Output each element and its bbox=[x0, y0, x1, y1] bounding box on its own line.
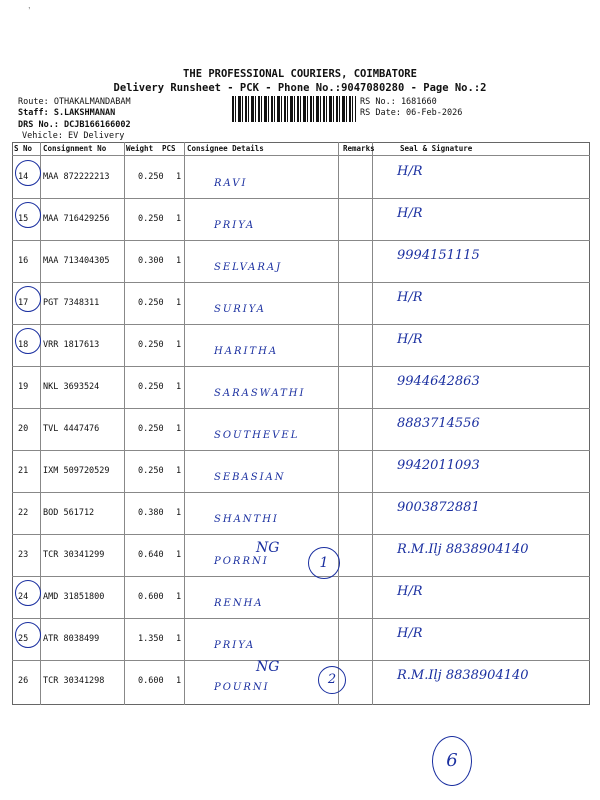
row-sno: 22 bbox=[18, 508, 29, 518]
row-divider bbox=[12, 366, 590, 367]
consignee-handwritten-name: POURNI bbox=[214, 682, 270, 693]
row-weight: 0.600 bbox=[138, 676, 164, 686]
row-consignment-no: TCR 30341298 bbox=[43, 676, 105, 686]
col-header-consignee: Consignee Details bbox=[187, 144, 264, 153]
circled-number-two: 2 bbox=[318, 666, 346, 694]
row-consignment-no: PGT 7348311 bbox=[43, 298, 100, 308]
consignee-handwritten-name: SHANTHI bbox=[214, 514, 279, 525]
handwritten-signature: H/R bbox=[397, 290, 423, 305]
handwritten-signature: H/R bbox=[397, 626, 423, 641]
row-weight: 0.250 bbox=[138, 340, 164, 350]
row-divider bbox=[12, 282, 590, 283]
vehicle-label: Vehicle: EV Delivery bbox=[22, 131, 125, 141]
row-sno: 17 bbox=[18, 298, 29, 308]
sno-circle-mark bbox=[15, 580, 41, 606]
handwritten-signature: H/R bbox=[397, 164, 423, 179]
row-sno: 18 bbox=[18, 340, 29, 350]
row-sno: 15 bbox=[18, 214, 29, 224]
consignee-handwritten-name: PRIYA bbox=[214, 640, 256, 651]
rs-date: RS Date: 06-Feb-2026 bbox=[360, 108, 463, 118]
row-consignment-no: ATR 8038499 bbox=[43, 634, 100, 644]
row-pcs: 1 bbox=[176, 298, 182, 308]
col-header-consignment: Consignment No bbox=[43, 144, 107, 153]
handwritten-signature: H/R bbox=[397, 584, 423, 599]
col-header-weight: Weight bbox=[126, 144, 154, 153]
consignee-handwritten-name: SELVARAJ bbox=[214, 262, 283, 273]
drs-label: DRS No.: DCJB166166002 bbox=[18, 120, 131, 130]
table-row bbox=[12, 450, 590, 491]
table-row bbox=[12, 156, 590, 197]
table-row bbox=[12, 660, 590, 701]
handwritten-signature: 9994151115 bbox=[397, 248, 480, 263]
row-pcs: 1 bbox=[176, 172, 182, 182]
consignee-handwritten-name: SURIYA bbox=[214, 304, 266, 315]
row-consignment-no: NKL 3693524 bbox=[43, 382, 100, 392]
consignee-handwritten-name: SARASWATHI bbox=[214, 388, 306, 399]
sno-circle-mark bbox=[15, 202, 41, 228]
row-divider bbox=[12, 618, 590, 619]
handwritten-signature: 9944642863 bbox=[397, 374, 480, 389]
circled-number-one: 1 bbox=[308, 547, 340, 579]
col-header-signature: Seal & Signature bbox=[400, 144, 473, 153]
col-header-sno: S No bbox=[14, 144, 33, 153]
sno-circle-mark bbox=[15, 286, 41, 312]
row-pcs: 1 bbox=[176, 214, 182, 224]
handwritten-signature: H/R bbox=[397, 332, 423, 347]
row-consignment-no: BOD 561712 bbox=[43, 508, 95, 518]
sno-circle-mark bbox=[15, 160, 41, 186]
consignee-handwritten-name: RAVI bbox=[214, 178, 248, 189]
row-weight: 0.250 bbox=[138, 466, 164, 476]
row-divider bbox=[12, 240, 590, 241]
row-divider bbox=[12, 450, 590, 451]
col-header-remarks: Remarks bbox=[343, 144, 375, 153]
row-consignment-no: TVL 4447476 bbox=[43, 424, 100, 434]
consignee-handwritten-name: HARITHA bbox=[214, 346, 279, 357]
ng-mark: NG bbox=[256, 659, 280, 675]
row-sno: 20 bbox=[18, 424, 29, 434]
table-row bbox=[12, 408, 590, 449]
row-consignment-no: TCR 30341299 bbox=[43, 550, 105, 560]
handwritten-signature: R.M.Ilj 8838904140 bbox=[397, 668, 529, 683]
row-weight: 0.600 bbox=[138, 592, 164, 602]
row-pcs: 1 bbox=[176, 550, 182, 560]
row-weight: 0.250 bbox=[138, 172, 164, 182]
row-pcs: 1 bbox=[176, 340, 182, 350]
handwritten-signature: 8883714556 bbox=[397, 416, 480, 431]
staff-label: Staff: S.LAKSHMANAN bbox=[18, 108, 116, 118]
ng-mark: NG bbox=[256, 540, 280, 556]
sno-circle-mark bbox=[15, 328, 41, 354]
row-divider bbox=[12, 324, 590, 325]
runsheet-subtitle: Delivery Runsheet - PCK - Phone No.:9047080280 - Page No.:2 bbox=[113, 82, 487, 94]
row-weight: 0.250 bbox=[138, 382, 164, 392]
circled-page-count: 6 bbox=[432, 736, 472, 786]
consignee-handwritten-name: PRIYA bbox=[214, 220, 256, 231]
row-pcs: 1 bbox=[176, 508, 182, 518]
consignee-handwritten-name: RENHA bbox=[214, 598, 264, 609]
row-consignment-no: MAA 872222213 bbox=[43, 172, 110, 182]
row-divider bbox=[12, 492, 590, 493]
row-pcs: 1 bbox=[176, 634, 182, 644]
sno-circle-mark bbox=[15, 622, 41, 648]
row-sno: 19 bbox=[18, 382, 29, 392]
row-pcs: 1 bbox=[176, 424, 182, 434]
row-divider bbox=[12, 534, 590, 535]
col-header-pcs: PCS bbox=[162, 144, 176, 153]
table-row bbox=[12, 240, 590, 281]
barcode-image bbox=[232, 96, 356, 122]
row-pcs: 1 bbox=[176, 466, 182, 476]
row-sno: 24 bbox=[18, 592, 29, 602]
row-pcs: 1 bbox=[176, 592, 182, 602]
row-weight: 1.350 bbox=[138, 634, 164, 644]
row-weight: 0.380 bbox=[138, 508, 164, 518]
scan-edge-mark: , bbox=[28, 0, 31, 10]
row-consignment-no: VRR 1817613 bbox=[43, 340, 100, 350]
table-row bbox=[12, 534, 590, 575]
row-pcs: 1 bbox=[176, 382, 182, 392]
row-divider bbox=[12, 198, 590, 199]
consignee-handwritten-name: PORRNI bbox=[214, 556, 269, 567]
row-pcs: 1 bbox=[176, 256, 182, 266]
table-row bbox=[12, 324, 590, 365]
row-weight: 0.250 bbox=[138, 214, 164, 224]
table-row bbox=[12, 576, 590, 617]
handwritten-signature: H/R bbox=[397, 206, 423, 221]
company-title: THE PROFESSIONAL COURIERS, COIMBATORE bbox=[183, 68, 417, 80]
row-weight: 0.640 bbox=[138, 550, 164, 560]
table-row bbox=[12, 618, 590, 659]
row-sno: 16 bbox=[18, 256, 29, 266]
row-weight: 0.250 bbox=[138, 298, 164, 308]
row-consignment-no: MAA 716429256 bbox=[43, 214, 110, 224]
row-divider bbox=[12, 576, 590, 577]
consignee-handwritten-name: SEBASIAN bbox=[214, 472, 286, 483]
table-row bbox=[12, 198, 590, 239]
row-sno: 21 bbox=[18, 466, 29, 476]
row-sno: 23 bbox=[18, 550, 29, 560]
row-divider bbox=[12, 660, 590, 661]
row-consignment-no: MAA 713404305 bbox=[43, 256, 110, 266]
consignee-handwritten-name: SOUTHEVEL bbox=[214, 430, 300, 441]
table-row bbox=[12, 492, 590, 533]
table-row bbox=[12, 282, 590, 323]
rs-number: RS No.: 1681660 bbox=[360, 97, 437, 107]
row-divider bbox=[12, 408, 590, 409]
row-weight: 0.300 bbox=[138, 256, 164, 266]
handwritten-signature: R.M.Ilj 8838904140 bbox=[397, 542, 529, 557]
row-pcs: 1 bbox=[176, 676, 182, 686]
row-sno: 26 bbox=[18, 676, 29, 686]
row-sno: 25 bbox=[18, 634, 29, 644]
table-row bbox=[12, 366, 590, 407]
handwritten-signature: 9942011093 bbox=[397, 458, 480, 473]
route-label: Route: OTHAKALMANDABAM bbox=[18, 97, 131, 107]
row-sno: 14 bbox=[18, 172, 29, 182]
handwritten-signature: 9003872881 bbox=[397, 500, 480, 515]
row-weight: 0.250 bbox=[138, 424, 164, 434]
row-consignment-no: IXM 509720529 bbox=[43, 466, 110, 476]
row-consignment-no: AMD 31851800 bbox=[43, 592, 105, 602]
